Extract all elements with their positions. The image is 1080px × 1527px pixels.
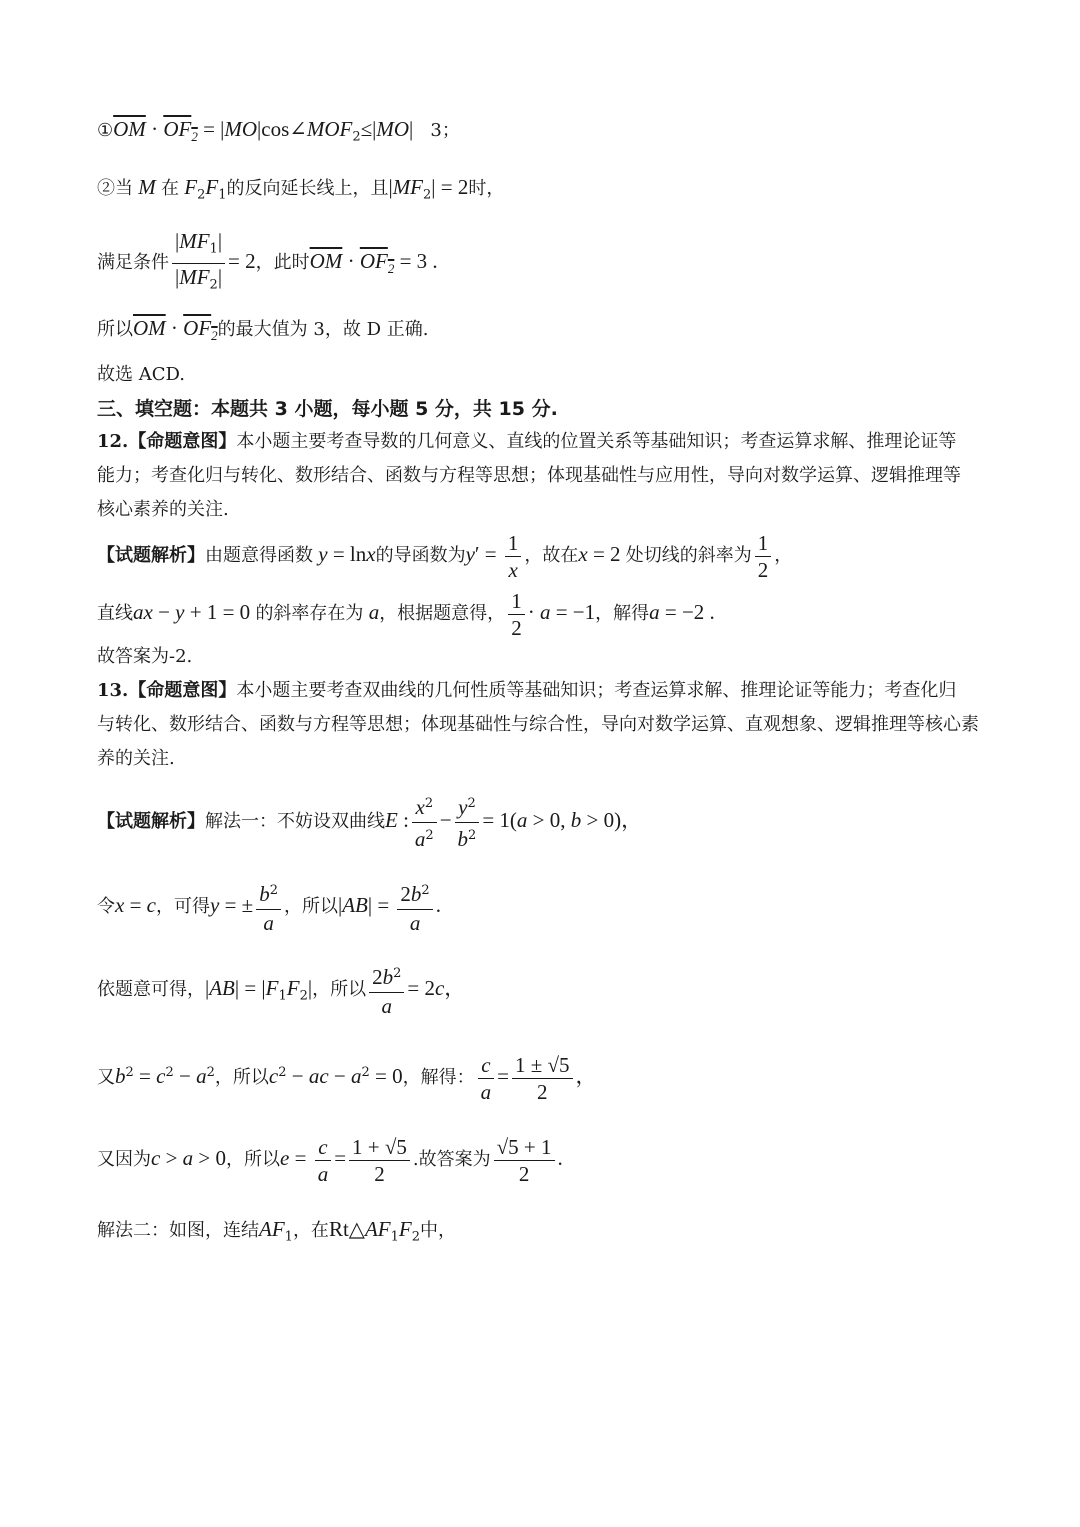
fraction-b2-a: $\frac{b^2}{a}$ (256, 878, 281, 936)
line1-tail: 3； (430, 120, 460, 141)
q13-solution-line-4: 又$b^2 = c^2 - a^2$，所以$c^2$ − ac − $a^2 = 0$，解得： $\frac{c}{a}$ = $\frac{1 \pm √5}{2}$ ， (97, 1052, 597, 1104)
section-title: 三、填空题：本题共 3 小题，每小题 5 分，共 15 分. (97, 398, 558, 420)
q12-solution-line-2: 直线ax − y + 1 = 0 的斜率存在为 a，根据题意得， $\frac{1}{2}$ · a = −1，解得a = −2 . (97, 588, 715, 640)
q13-solution-line-6: 解法二：如图，连结$AF_1$，在$Rt\triangle AF_1F_2$中， (97, 1217, 456, 1245)
fraction-1-over-2: $\frac{1}{2}$ (755, 530, 772, 583)
q12-intent-line-2: 能力；考查化归与转化、数形结合、函数与方程等思想；体现基础性与应用性，导向对数学运算、逻辑推理等 (97, 465, 961, 486)
circle-one-marker: ① (97, 120, 114, 141)
q13-solution-line-1: 【试题解析】解法一：不妨设双曲线E : $\frac{x^2}{a^2}$ − $\frac{y^2}{b^2}$ = 1(a > 0, b > 0)， (97, 790, 987, 854)
q13-intent-line-1: 13.【命题意图】本小题主要考查双曲线的几何性质等基础知识；考查运算求解、推理论证等能力；考查化归 (97, 680, 957, 701)
solution-line-3: 满足条件 $\frac{|MF_1|}{|MF_2|}$ = 2，此时$\overline{OM} \cdot OF_2 = 3$ . (97, 228, 987, 299)
fraction-sqrt5-plus-one: $\frac{√5 + 1}{2}$ (494, 1134, 555, 1187)
fraction-2b2-a: $\frac{2b^2}{a}$ (397, 878, 432, 936)
solution-line-4: 所以$\overline{OM} \cdot OF_2$的最大值为 3，故 D 正确. (97, 316, 429, 344)
q12-solution-line-1: 【试题解析】由题意得函数 y = lnx的导函数为y′ = $\frac{1}{x}$ ，故在x = 2 处切线的斜率为 $\frac{1}{2}$ ， (97, 530, 793, 582)
fraction-y2-b2: $\frac{y^2}{b^2}$ (455, 791, 480, 854)
fraction-half: $\frac{1}{2}$ (508, 588, 525, 641)
fraction-one-plus-sqrt5: $\frac{1 + √5}{2}$ (349, 1134, 410, 1187)
solution-line-5: 故选 ACD. (97, 364, 186, 385)
q13-intent-line-3: 养的关注. (97, 748, 175, 769)
q13-intent-tag: 13.【命题意图】 (97, 680, 237, 701)
q13-intent-line-2: 与转化、数形结合、函数与方程等思想；体现基础性与综合性，导向对数学运算、直观想象、逻辑推理等核心素 (97, 714, 979, 735)
formula-vector-of2: $OF_2$ (163, 117, 198, 145)
fraction-mf1-mf2: $\frac{|MF_1|}{|MF_2|}$ (172, 228, 225, 298)
q13-solution-line-2: 令x = c，可得y = ± $\frac{b^2}{a}$ ，所以|AB| = $\frac{2b^2}{a}$ . (97, 875, 987, 937)
fraction-1-over-x: $\frac{1}{x}$ (505, 530, 522, 583)
solution-line-2: ②当 M 在 $F_2F_1$的反向延长线上，且$|MF_2| = 2$时， (97, 175, 505, 203)
q13-solution-line-3: 依题意可得，$|AB| = |F_1F_2|$，所以 $\frac{2b^2}{a}$ = 2c， (97, 958, 987, 1027)
q12-intent-tag: 12.【命题意图】 (97, 431, 237, 452)
q13-solution-line-5: 又因为c > a > 0，所以e = $\frac{c}{a}$ = $\frac{1 + √5}{2}$ .故答案为 $\frac{√5 + 1}{2}$ . (97, 1134, 563, 1186)
solution-line-1: $①\overline{OM} \cdot OF_2$ = $|MO|\cos\angle MOF_2\le|MO|$ 3； (97, 117, 460, 145)
q12-intent-line-1: 12.【命题意图】本小题主要考查导数的几何意义、直线的位置关系等基础知识；考查运算求解、推理论证等 (97, 431, 957, 452)
formula-vector-om: $\overline{OM}$ (113, 117, 146, 141)
fraction-c-over-a: $\frac{c}{a}$ (478, 1052, 495, 1105)
fraction-c-a-2: $\frac{c}{a}$ (315, 1134, 332, 1187)
fraction-2b2-a-eq: $\frac{2b^2}{a}$ (369, 961, 404, 1019)
fraction-x2-a2: $\frac{x^2}{a^2}$ (412, 791, 437, 854)
q12-intent-line-3: 核心素养的关注. (97, 499, 229, 520)
fraction-one-pm-sqrt5: $\frac{1 \pm √5}{2}$ (512, 1052, 573, 1105)
q12-answer: 故答案为-2. (97, 646, 193, 667)
